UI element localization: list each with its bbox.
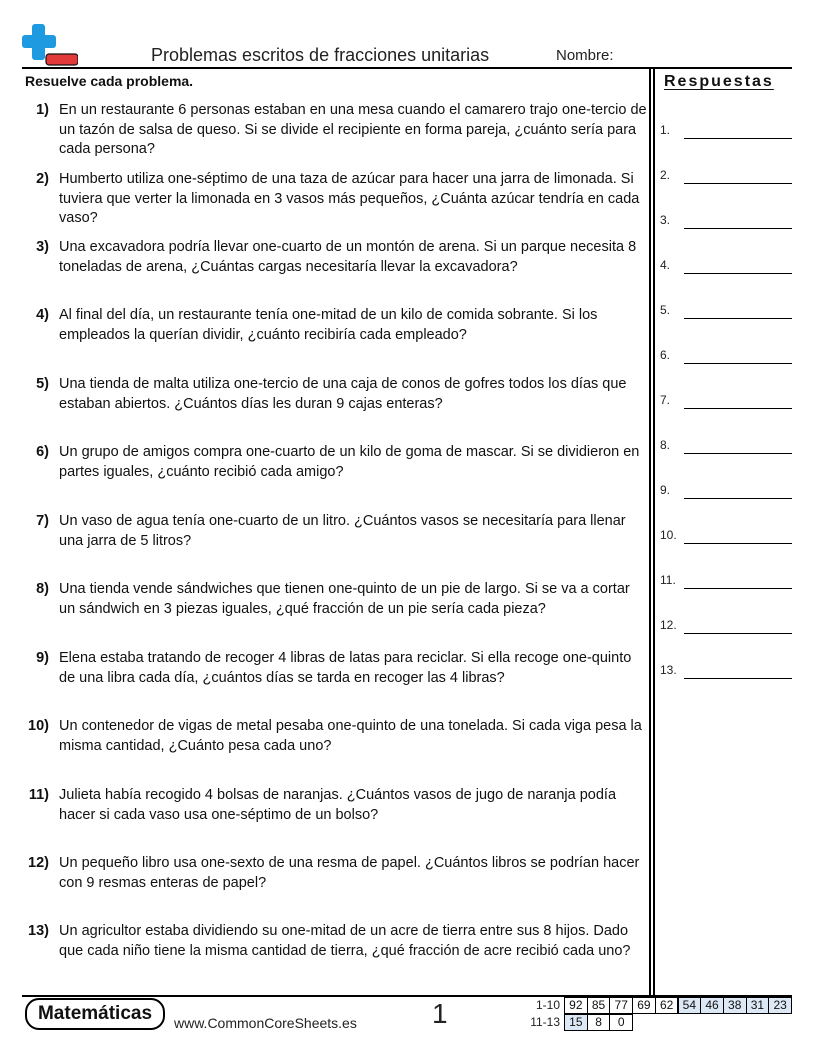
- answer-line[interactable]: [684, 183, 792, 184]
- answer-label: 11.: [660, 573, 676, 587]
- answer-slot-13[interactable]: [660, 663, 792, 679]
- problem-text: Una excavadora podría llevar one-cuarto de un montón de arena. Si un parque necesita 8 toneladas de arena, ¿Cuántas cargas necesitaría llevar la excavadora?: [59, 239, 637, 275]
- answer-slot-12[interactable]: [660, 618, 792, 634]
- score-cell: 92: [564, 997, 588, 1014]
- problem-number: 2): [36, 171, 49, 187]
- answer-label: 7.: [660, 393, 671, 407]
- answer-line[interactable]: [684, 453, 792, 454]
- problem-text: Elena estaba tratando de recoger 4 libras de latas para reciclar. Si ella recoge one-quinto de una libra cada día, ¿cuántos días se tarda en recoger las 4 libras?: [59, 650, 632, 686]
- score-cell: 0: [609, 1014, 633, 1031]
- problem-text: En un restaurante 6 personas estaban en una mesa cuando el camarero trajo one-tercio de un tazón de salsa de queso. Si se divide el recipiente en forma pareja, ¿cuánto sería para cada persona?: [59, 102, 647, 157]
- answer-column-divider: [653, 67, 655, 995]
- answer-label: 10.: [660, 528, 677, 542]
- score-cell: 54: [678, 997, 702, 1014]
- answer-line[interactable]: [684, 543, 792, 544]
- answer-label: 9.: [660, 483, 671, 497]
- answer-slot-4[interactable]: [660, 258, 792, 274]
- problem-number: 4): [36, 307, 49, 323]
- problem-number: 8): [36, 581, 49, 597]
- answer-line[interactable]: [684, 408, 792, 409]
- answer-label: 8.: [660, 438, 671, 452]
- answer-line[interactable]: [684, 273, 792, 274]
- answer-line[interactable]: [684, 498, 792, 499]
- score-cell: 69: [632, 997, 656, 1014]
- answer-slot-3[interactable]: [660, 213, 792, 229]
- score-row-label: 11-13: [530, 1015, 560, 1029]
- answer-label: 1.: [660, 123, 671, 137]
- score-cell: 31: [746, 997, 770, 1014]
- plus-minus-logo-icon: [22, 24, 78, 66]
- answer-label: 2.: [660, 168, 671, 182]
- brand-badge: Matemáticas: [25, 998, 165, 1030]
- score-cell: 85: [587, 997, 611, 1014]
- problem-number: 1): [36, 102, 49, 118]
- answer-label: 12.: [660, 618, 677, 632]
- answer-line[interactable]: [684, 363, 792, 364]
- answer-label: 6.: [660, 348, 671, 362]
- answer-slot-7[interactable]: [660, 393, 792, 409]
- problem-number: 10): [28, 718, 49, 734]
- score-cell: 15: [564, 1014, 588, 1031]
- answer-slot-6[interactable]: [660, 348, 792, 364]
- score-cell: 46: [700, 997, 724, 1014]
- answer-line[interactable]: [684, 138, 792, 139]
- problem-text: Humberto utiliza one-séptimo de una taza de azúcar para hacer una jarra de limonada. Si tuviera que verter la limonada en 3 vasos más pequeños, ¿Cuánta azúcar tendría en cada vaso?: [59, 171, 640, 226]
- problem-number: 7): [36, 513, 49, 529]
- answer-label: 4.: [660, 258, 671, 272]
- answer-line[interactable]: [684, 228, 792, 229]
- header-rule: [22, 67, 792, 69]
- answer-line[interactable]: [684, 318, 792, 319]
- problem-number: 13): [28, 923, 49, 939]
- score-cell: 8: [587, 1014, 611, 1031]
- answer-slot-9[interactable]: [660, 483, 792, 499]
- problem-text: Una tienda de malta utiliza one-tercio de una caja de conos de gofres todos los días que estaban abiertos. ¿Cuántos días les duran 9 cajas enteras?: [59, 376, 627, 412]
- problem-text: Un grupo de amigos compra one-cuarto de un kilo de goma de mascar. Si se dividieron en partes iguales, ¿cuánto recibió cada amigo?: [59, 444, 640, 480]
- answer-slot-8[interactable]: [660, 438, 792, 454]
- score-cell: 62: [655, 997, 679, 1014]
- name-field-label: Nombre:: [556, 47, 614, 64]
- answer-slot-1[interactable]: [660, 123, 792, 139]
- problem-number: 12): [28, 855, 49, 871]
- answer-slot-10[interactable]: [660, 528, 792, 544]
- page-number: 1: [432, 998, 448, 1029]
- answer-slot-2[interactable]: [660, 168, 792, 184]
- problem-number: 11): [28, 787, 49, 803]
- answer-line[interactable]: [684, 678, 792, 679]
- problem-text: Al final del día, un restaurante tenía one-mitad de un kilo de comida sobrante. Si los empleados la querían dividir, ¿cuánto recibiría cada empleado?: [59, 307, 598, 343]
- answer-line[interactable]: [684, 633, 792, 634]
- problem-number: 5): [36, 376, 49, 392]
- answers-heading: Respuestas: [664, 73, 774, 90]
- worksheet-title: Problemas escritos de fracciones unitarias: [151, 45, 490, 65]
- answer-label: 5.: [660, 303, 671, 317]
- answer-line[interactable]: [684, 588, 792, 589]
- instructions: Resuelve cada problema.: [25, 73, 194, 89]
- problem-text: Julieta había recogido 4 bolsas de naranjas. ¿Cuántos vasos de jugo de naranja podía hacer si cada vaso usa one-séptimo de un bolso?: [59, 787, 617, 823]
- site-url[interactable]: www.CommonCoreSheets.es: [174, 1015, 357, 1031]
- score-cell: 38: [723, 997, 747, 1014]
- problem-number: 3): [36, 239, 49, 255]
- score-row-label: 1-10: [535, 998, 560, 1012]
- answer-label: 3.: [660, 213, 671, 227]
- problem-text: Una tienda vende sándwiches que tienen one-quinto de un pie de largo. Si se va a cortar un sándwich en 3 piezas iguales, ¿qué fracción de un pie sería cada pieza?: [59, 581, 630, 617]
- problem-text: Un pequeño libro usa one-sexto de una resma de papel. ¿Cuántos libros se podrían hacer con 9 resmas enteras de papel?: [59, 855, 640, 891]
- problem-text: Un contenedor de vigas de metal pesaba one-quinto de una tonelada. Si cada viga pesa la misma cantidad, ¿Cuánto pesa cada uno?: [59, 718, 642, 754]
- answer-slot-5[interactable]: [660, 303, 792, 319]
- score-cell: 23: [768, 997, 792, 1014]
- problem-number: 6): [36, 444, 49, 460]
- problem-text: Un agricultor estaba dividiendo su one-mitad de un acre de tierra entre sus 8 hijos. Dado que cada niño tiene la misma cantidad de tierra, ¿qué fracción de acre recibió cada uno?: [59, 923, 631, 959]
- score-cell: 77: [609, 997, 633, 1014]
- answer-slot-11[interactable]: [660, 573, 792, 589]
- answer-label: 13.: [660, 663, 677, 677]
- problem-text: Un vaso de agua tenía one-cuarto de un litro. ¿Cuántos vasos se necesitaría para llenar una jarra de 5 litros?: [59, 513, 626, 549]
- answer-column-divider: [649, 67, 651, 995]
- problem-number: 9): [36, 650, 49, 666]
